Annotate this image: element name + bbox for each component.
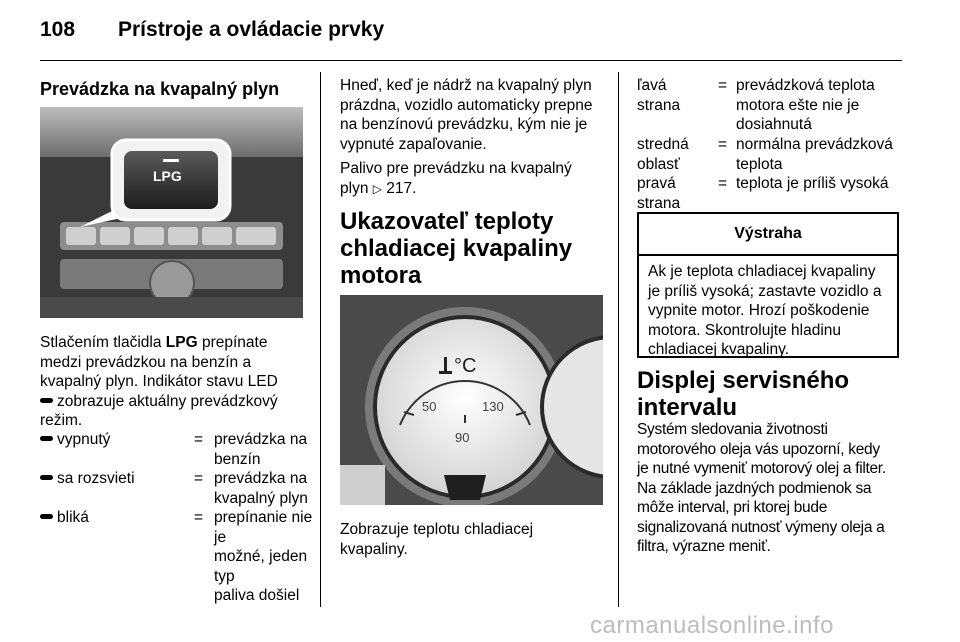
row-key: vypnutý bbox=[57, 431, 111, 448]
row-key: ľavá bbox=[637, 77, 667, 94]
led-indicator-icon bbox=[40, 514, 53, 519]
page-number: 108 bbox=[40, 18, 76, 41]
text: chladiacej kvapaliny. bbox=[648, 341, 790, 358]
text: signalizovaná nutnosť výmeny oleja a bbox=[637, 518, 885, 536]
text: môže interval, pri ktorej bude bbox=[637, 499, 828, 516]
text: motorového oleja vás upozorní, kedy bbox=[637, 440, 880, 458]
text: plyn bbox=[340, 179, 373, 197]
text: režim. bbox=[40, 412, 83, 429]
text: prázdna, vozidlo automaticky prepne bbox=[340, 96, 593, 114]
gauge-caption bbox=[340, 520, 610, 559]
text: na benzínovú prevádzku, kým nie je bbox=[340, 116, 588, 133]
row-key: strana bbox=[637, 96, 681, 114]
section-heading-service bbox=[637, 367, 849, 421]
warning-text bbox=[648, 262, 896, 360]
text: prepínate bbox=[197, 334, 268, 351]
row-value: teplota bbox=[736, 155, 783, 173]
section-heading-coolant bbox=[340, 208, 572, 289]
row-value: dosiahnutá bbox=[736, 116, 812, 133]
lpg-button-photo bbox=[40, 107, 303, 318]
column-divider-1 bbox=[320, 72, 321, 607]
row-value: benzín bbox=[214, 450, 261, 468]
text: vypnite motor. Hrozí poškodenie bbox=[648, 302, 870, 319]
row-value: paliva došiel bbox=[214, 587, 300, 604]
equals-sign: = bbox=[718, 175, 728, 192]
text: filtra, výrazne meniť. bbox=[637, 538, 771, 555]
heading-line: Ukazovateľ teploty bbox=[340, 208, 554, 235]
lpg-button-label: LPG bbox=[153, 168, 182, 184]
text: Stlačením tlačidla bbox=[40, 334, 166, 351]
page-title: Prístroje a ovládacie prvky bbox=[118, 18, 385, 41]
row-value: možné, jeden typ bbox=[214, 548, 308, 585]
section-heading-lpg: Prevádzka na kvapalný plyn bbox=[40, 79, 280, 99]
row-value: prevádzka na bbox=[214, 431, 308, 448]
page-reference[interactable]: 217. bbox=[386, 179, 417, 197]
lpg-inline-bold: LPG bbox=[165, 334, 198, 351]
text: kvapalný plyn. Indikátor stavu LED bbox=[40, 373, 278, 390]
celsius-unit-label: °C bbox=[454, 355, 477, 377]
gauge-tick-50: 50 bbox=[422, 399, 437, 414]
text: zobrazuje aktuálny prevádzkový bbox=[57, 392, 278, 410]
gauge-tick-90: 90 bbox=[455, 430, 470, 445]
row-value: motora ešte nie je bbox=[736, 96, 860, 114]
dashboard-illustration bbox=[40, 107, 303, 318]
equals-sign: = bbox=[718, 77, 728, 94]
equals-sign: = bbox=[194, 431, 204, 448]
led-indicator-icon bbox=[40, 475, 53, 480]
led-indicator-icon bbox=[40, 398, 53, 403]
coolant-gauge-illustration bbox=[340, 295, 603, 505]
triangle-reference-icon: ▷ bbox=[372, 181, 382, 196]
column-divider-2 bbox=[618, 72, 619, 607]
text: Palivo pre prevádzku na kvapalný bbox=[340, 160, 572, 177]
text: je nutné vymeniť motorový olej a filter. bbox=[637, 460, 886, 477]
service-interval-text bbox=[637, 420, 905, 557]
row-value: prevádzka na bbox=[214, 470, 308, 487]
text: Ak je teplota chladiacej kvapaliny bbox=[648, 263, 876, 280]
text: medzi prevádzkou na benzín a bbox=[40, 353, 252, 371]
coolant-gauge-photo bbox=[340, 295, 603, 505]
row-value: prepínanie nie je bbox=[214, 509, 313, 546]
row-key: stredná bbox=[637, 136, 689, 153]
lpg-description bbox=[40, 333, 310, 431]
equals-sign: = bbox=[194, 509, 204, 526]
watermark: carmanualsonline.info bbox=[590, 612, 834, 639]
equals-sign: = bbox=[718, 136, 728, 153]
row-key: strana bbox=[637, 194, 681, 212]
row-value: teplota je príliš vysoká bbox=[736, 175, 889, 192]
header-rule bbox=[40, 60, 902, 61]
row-key: bliká bbox=[57, 509, 89, 526]
gauge-tick-130: 130 bbox=[482, 399, 504, 414]
text: vypnuté zapaľovanie. bbox=[340, 135, 487, 153]
text: Na základe jazdných podmienok sa bbox=[637, 479, 872, 497]
text: je príliš vysoká; zastavte vozidlo a bbox=[648, 282, 882, 300]
lpg-reference-text bbox=[340, 159, 610, 199]
text: kvapaliny. bbox=[340, 540, 408, 558]
lpg-auto-switch-text bbox=[340, 76, 610, 154]
heading-line: motora bbox=[340, 262, 422, 289]
text: motora. Skontrolujte hladinu bbox=[648, 321, 842, 339]
row-value: kvapalný plyn bbox=[214, 489, 308, 507]
row-key: pravá bbox=[637, 175, 676, 192]
row-key: oblasť bbox=[637, 155, 680, 173]
heading-line: chladiacej kvapaliny bbox=[340, 235, 573, 262]
row-value: prevádzková teplota bbox=[736, 77, 875, 94]
equals-sign: = bbox=[194, 470, 204, 487]
warning-box bbox=[637, 212, 899, 358]
heading-line: intervalu bbox=[637, 394, 738, 421]
warning-divider bbox=[639, 254, 897, 256]
row-value: normálna prevádzková bbox=[736, 136, 893, 153]
row-key: sa rozsvieti bbox=[57, 470, 135, 487]
heading-line: Displej servisného bbox=[637, 367, 850, 394]
text: Systém sledovania životnosti bbox=[637, 421, 828, 438]
led-indicator-icon bbox=[40, 436, 53, 441]
text: Zobrazuje teplotu chladiacej bbox=[340, 521, 534, 538]
warning-title: Výstraha bbox=[734, 225, 802, 242]
text: Hneď, keď je nádrž na kvapalný plyn bbox=[340, 77, 592, 94]
